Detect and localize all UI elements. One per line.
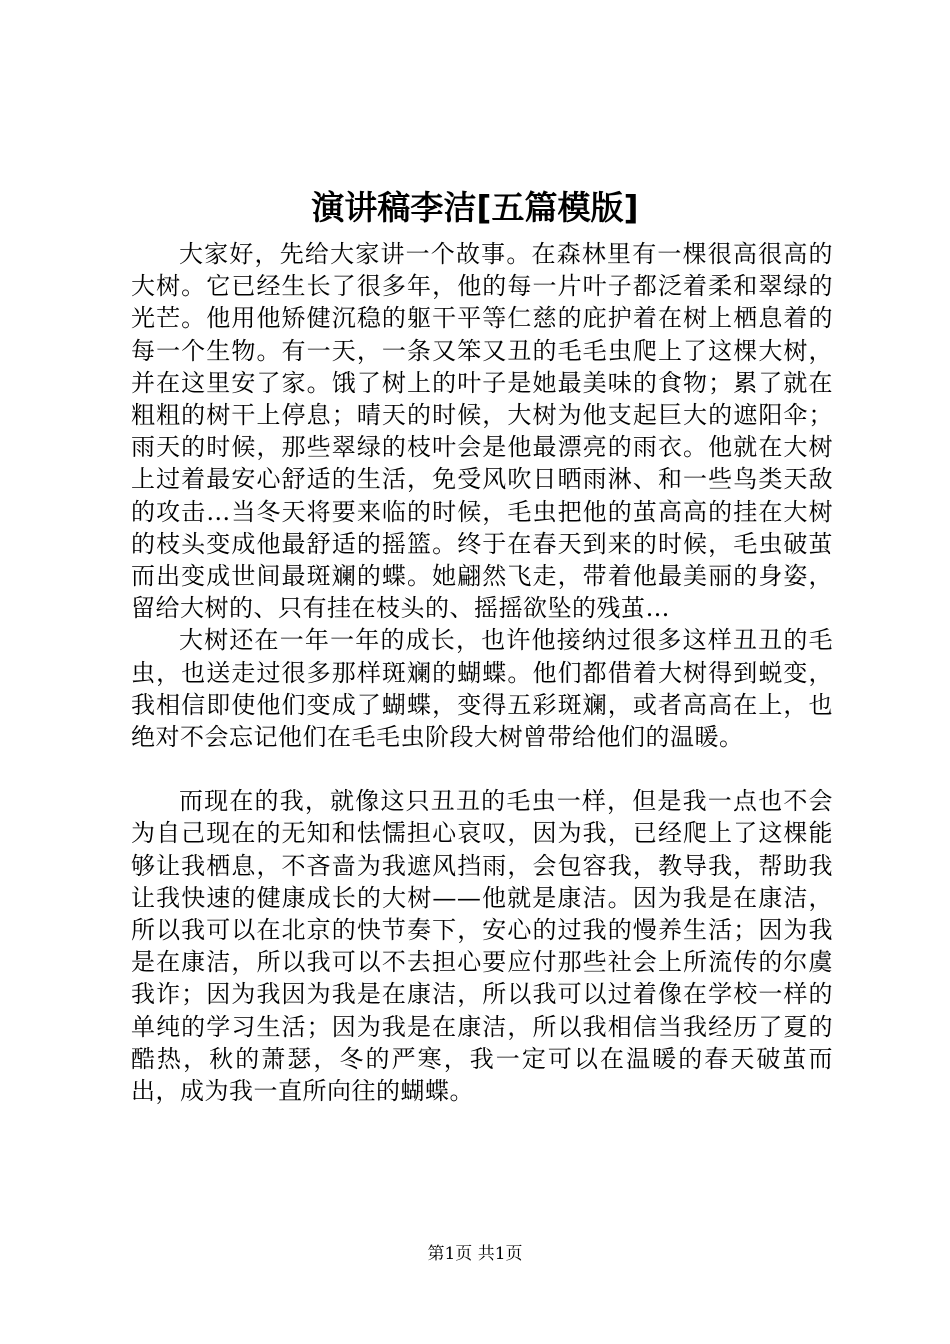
paragraph-2: 大树还在一年一年的成长，也许他接纳过很多这样丑丑的毛虫，也送走过很多那样斑斓的蝴蝶。他们都借着大树得到蜕变，我相信即使他们变成了蝴蝶，变得五彩斑斓，或者高高在上，也绝对不会忘记他们在毛毛虫阶段大树曾带给他们的温暖。 — [131, 626, 833, 752]
paragraph-1: 大家好，先给大家讲一个故事。在森林里有一棵很高很高的大树。它已经生长了很多年，他的每一片叶子都泛着柔和翠绿的光芒。他用他矫健沉稳的躯干平等仁慈的庇护着在树上栖息着的每一个生物。有一天，一条又笨又丑的毛毛虫爬上了这棵大树，并在这里安了家。饿了树上的叶子是她最美味的食物；累了就在粗粗的树干上停息；晴天的时候，大树为他支起巨大的遮阳伞；雨天的时候，那些翠绿的枝叶会是他最漂亮的雨衣。他就在大树上过着最安心舒适的生活，免受风吹日晒雨淋、和一些鸟类天敌的攻击…当冬天将要来临的时候，毛虫把他的茧高高的挂在大树的枝头变成他最舒适的摇篮。终于在春天到来的时候，毛虫破茧而出变成世间最斑斓的蝶。她翩然飞走，带着他最美丽的身姿，留给大树的、只有挂在枝头的、摇摇欲坠的残茧… — [131, 240, 833, 623]
page-number-footer: 第1页 共1页 — [427, 1244, 523, 1264]
document-title: 演讲稿李洁[五篇模版] — [311, 188, 639, 227]
paragraph-3: 而现在的我，就像这只丑丑的毛虫一样，但是我一点也不会为自己现在的无知和怯懦担心哀叹，因为我，已经爬上了这棵能够让我栖息，不吝啬为我遮风挡雨，会包容我，教导我，帮助我让我快速的健康成长的大树——他就是康洁。因为我是在康洁，所以我可以在北京的快节奏下，安心的过我的慢养生活；因为我是在康洁，所以我可以不去担心要应付那些社会上所流传的尔虞我诈；因为我因为我是在康洁，所以我可以过着像在学校一样的单纯的学习生活；因为我是在康洁，所以我相信当我经历了夏的酷热，秋的萧瑟，冬的严寒，我一定可以在温暖的春天破茧而出，成为我一直所向往的蝴蝶。 — [131, 787, 833, 1106]
document-body — [131, 238, 833, 1107]
paragraph-spacer — [131, 753, 833, 785]
